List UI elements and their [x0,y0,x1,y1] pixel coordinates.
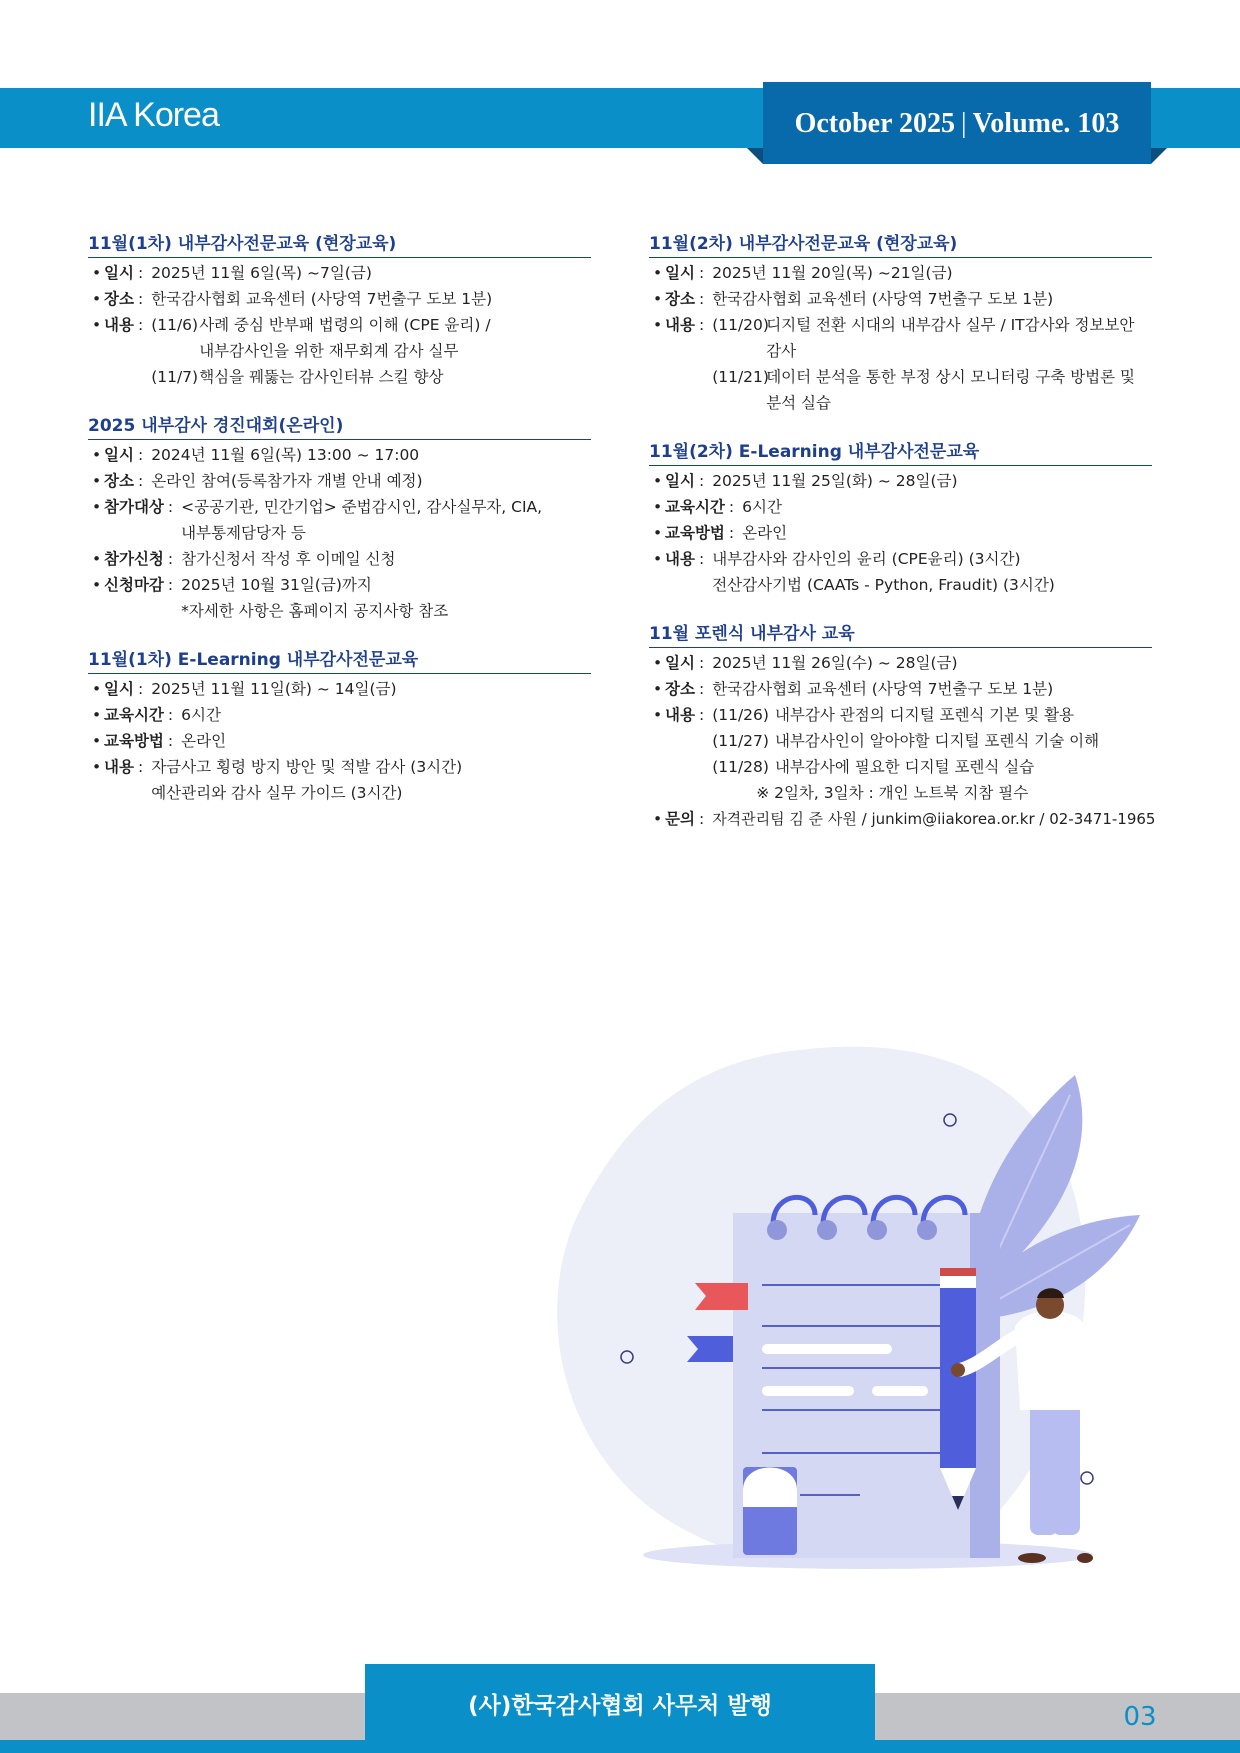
entry-text: 데이터 분석을 통한 부정 상시 모니터링 구축 방법론 및 분석 실습 [766,368,1136,412]
entry-date: (11/7) [151,368,199,386]
issue-month: October 2025 [794,108,956,139]
entry-date: (11/21) [712,368,769,386]
field-label: 교육시간 [665,498,725,516]
info-row-content: • 내용 : (11/6) 사례 중심 반부패 법령의 이해 (CPE 윤리) / 내부감사인을 위한 재무회계 감사 실무 (11/7) 핵심을 꿰뚫는 감사인터뷰 스킬 향상 [88,312,591,390]
publisher-label: (사)한국감사협회 사무처 발행 [468,1693,772,1719]
field-label: 장소 [104,472,134,490]
issue-volume: Volume. 103 [972,108,1120,139]
field-value: 2025년 10월 31일(금)까지 [181,576,372,594]
section-title: 11월(1차) 내부감사전문교육 (현장교육) [88,232,591,258]
entry-text: 디지털 전환 시대의 내부감사 실무 / IT감사와 정보보안 감사 [766,316,1135,360]
content-entry [151,312,591,364]
issue-ribbon-fold-right [1151,148,1167,164]
info-row-method: • 교육방법 : 온라인 [649,520,1152,546]
field-value: 2025년 11월 25일(화) ~ 28일(금) [712,472,958,490]
field-value: 한국감사협회 교육센터 (사당역 7번출구 도보 1분) [151,290,493,308]
section-audit-contest [88,414,591,624]
section-title: 11월(2차) E-Learning 내부감사전문교육 [649,440,1152,466]
content-entries [712,312,1152,416]
info-row-place: • 장소 : 한국감사협회 교육센터 (사당역 7번출구 도보 1분) [649,676,1152,702]
field-label: 문의 [665,810,695,828]
field-label: 내용 [665,316,695,334]
section-forensic [649,622,1156,832]
info-row-content: • 내용 : 내부감사와 감사인의 윤리 (CPE윤리) (3시간) 전산감사기법 (CAATs - Python, Fraudit) (3시간) [649,546,1152,598]
info-row-content: • 내용 : (11/26) 내부감사 관점의 디지털 포렌식 기본 및 활용 (11/27) 내부감사인이 알아야할 디지털 포렌식 기술 이해 (11/28) 내부감사에 필요한 디지털 포렌식 실습 ※ 2일차, 3일차 : 개인 노트북 지참 필수 [649,702,1152,806]
field-label: 교육방법 [665,524,725,542]
info-row-hours: • 교육시간 : 6시간 [649,494,1152,520]
field-value: 온라인 [181,732,227,750]
info-row-target: • 참가대상 : <공공기관, 민간기업> 준법감시인, 감사실무자, CIA, 내부통제담당자 등 [88,494,591,546]
issue-separator: | [961,108,967,139]
entry-text: 사례 중심 반부패 법령의 이해 (CPE 윤리) / [199,316,491,334]
info-row-place: • 장소 : 한국감사협회 교육센터 (사당역 7번출구 도보 1분) [88,286,591,312]
field-value: 자격관리팀 김 준 사원 / junkim@iiakorea.or.kr / 02-3471-1965 [712,810,1156,828]
section-nov1-elearning [88,648,591,806]
field-value: 2024년 11월 6일(목) 13:00 ~ 17:00 [151,446,420,464]
info-row-date: • 일시 : 2025년 11월 26일(수) ~ 28일(금) [649,650,1152,676]
field-value: 참가신청서 작성 후 이메일 신청 [181,550,396,568]
field-value: 온라인 [742,524,788,542]
field-value: 자금사고 횡령 방지 방안 및 적발 감사 (3시간) [151,758,463,776]
section-nov2-onsite [649,232,1152,416]
field-label: 일시 [104,264,134,282]
field-value: 2025년 11월 20일(목) ~21일(금) [712,264,953,282]
field-label: 내용 [104,758,134,776]
section-nov1-onsite [88,232,591,390]
content-entries [151,312,591,390]
content-entry [712,312,1152,364]
entry-text: 핵심을 꿰뚫는 감사인터뷰 스킬 향상 [199,368,444,386]
field-value: 2025년 11월 6일(목) ~7일(금) [151,264,372,282]
field-label: 일시 [665,472,695,490]
left-column [88,232,591,830]
field-label: 장소 [104,290,134,308]
info-row-place: • 장소 : 한국감사협회 교육센터 (사당역 7번출구 도보 1분) [649,286,1152,312]
info-row-date: • 일시 : 2025년 11월 25일(화) ~ 28일(금) [649,468,1152,494]
info-row-method: • 교육방법 : 온라인 [88,728,591,754]
field-value: 예산관리와 감사 실무 가이드 (3시간) [151,784,403,802]
page-number: 03 [1123,1702,1157,1732]
entry-date: (11/28) [712,758,769,776]
content-entry [712,364,1152,416]
field-label: 장소 [665,290,695,308]
section-title: 2025 내부감사 경진대회(온라인) [88,414,591,440]
info-row-date: • 일시 : 2025년 11월 6일(목) ~7일(금) [88,260,591,286]
entry-text: 내부감사에 필요한 디지털 포렌식 실습 [774,758,1035,776]
content-entry [712,702,1152,728]
section-nov2-elearning [649,440,1152,598]
field-value: 전산감사기법 (CAATs - Python, Fraudit) (3시간) [712,576,1055,594]
info-row-date: • 일시 : 2025년 11월 20일(목) ~21일(금) [649,260,1152,286]
entry-date: (11/26) [712,706,769,724]
info-row-apply: • 참가신청 : 참가신청서 작성 후 이메일 신청 [88,546,591,572]
section-title: 11월(1차) E-Learning 내부감사전문교육 [88,648,591,674]
field-note: *자세한 사항은 홈페이지 공지사항 참조 [181,602,449,620]
content-entry [712,754,1152,780]
info-row-date: • 일시 : 2024년 11월 6일(목) 13:00 ~ 17:00 [88,442,591,468]
content-entry [151,364,591,390]
info-row-contact: • 문의 : 자격관리팀 김 준 사원 / junkim@iiakorea.or.kr / 02-3471-1965 [649,806,1152,832]
field-label: 일시 [104,680,134,698]
brand-logo-text: IIA Korea [88,96,219,134]
info-row-content: • 내용 : (11/20) 디지털 전환 시대의 내부감사 실무 / IT감사와 정보보안 감사 (11/21) 데이터 분석을 통한 부정 상시 모니터링 구축 방법론 및 분석 실습 [649,312,1152,416]
info-row-content: • 내용 : 자금사고 횡령 방지 방안 및 적발 감사 (3시간) 예산관리와 감사 실무 가이드 (3시간) [88,754,591,806]
field-value: 내부감사와 감사인의 윤리 (CPE윤리) (3시간) [712,550,1021,568]
notepad-illustration [540,1040,1180,1600]
field-label: 장소 [665,680,695,698]
entry-date: (11/27) [712,732,769,750]
field-label: 일시 [665,654,695,672]
info-row-date: • 일시 : 2025년 11월 11일(화) ~ 14일(금) [88,676,591,702]
field-label: 참가신청 [104,550,164,568]
info-row-deadline: • 신청마감 : 2025년 10월 31일(금)까지 *자세한 사항은 홈페이지 공지사항 참조 [88,572,591,624]
content-note: ※ 2일차, 3일차 : 개인 노트북 지참 필수 [756,784,1029,802]
field-value: 한국감사협회 교육센터 (사당역 7번출구 도보 1분) [712,680,1054,698]
field-value: 6시간 [181,706,221,724]
field-value: 2025년 11월 11일(화) ~ 14일(금) [151,680,397,698]
field-label: 참가대상 [104,498,164,516]
info-row-hours: • 교육시간 : 6시간 [88,702,591,728]
field-value: 한국감사협회 교육센터 (사당역 7번출구 도보 1분) [712,290,1054,308]
content-entry [712,728,1152,754]
field-label: 내용 [665,706,695,724]
field-label: 내용 [104,316,134,334]
field-label: 교육방법 [104,732,164,750]
field-label: 교육시간 [104,706,164,724]
issue-ribbon-fold-left [747,148,763,164]
field-label: 일시 [104,446,134,464]
deco-circle [1081,1472,1093,1484]
pencil-icon [940,1268,976,1510]
field-value: 2025년 11월 26일(수) ~ 28일(금) [712,654,958,672]
info-row-place: • 장소 : 온라인 참여(등록참가자 개별 안내 예정) [88,468,591,494]
entry-text: 내부감사 관점의 디지털 포렌식 기본 및 활용 [774,706,1075,724]
issue-label [763,108,1151,140]
entry-text: 내부감사인이 알아야할 디지털 포렌식 기술 이해 [774,732,1100,750]
entry-text: 내부감사인을 위한 재무회계 감사 실무 [199,342,459,360]
entry-date: (11/6) [151,316,199,334]
content-entries [712,702,1152,806]
footer-bottom-bar [0,1740,1240,1753]
field-label: 신청마감 [104,576,164,594]
field-label: 내용 [665,550,695,568]
entry-date: (11/20) [712,316,769,334]
field-label: 일시 [665,264,695,282]
field-value: 내부통제담당자 등 [181,524,306,542]
section-title: 11월 포렌식 내부감사 교육 [649,622,1152,648]
field-value: <공공기관, 민간기업> 준법감시인, 감사실무자, CIA, [181,498,543,516]
field-value: 온라인 참여(등록참가자 개별 안내 예정) [151,472,423,490]
section-title: 11월(2차) 내부감사전문교육 (현장교육) [649,232,1152,258]
field-value: 6시간 [742,498,782,516]
right-column [649,232,1156,856]
